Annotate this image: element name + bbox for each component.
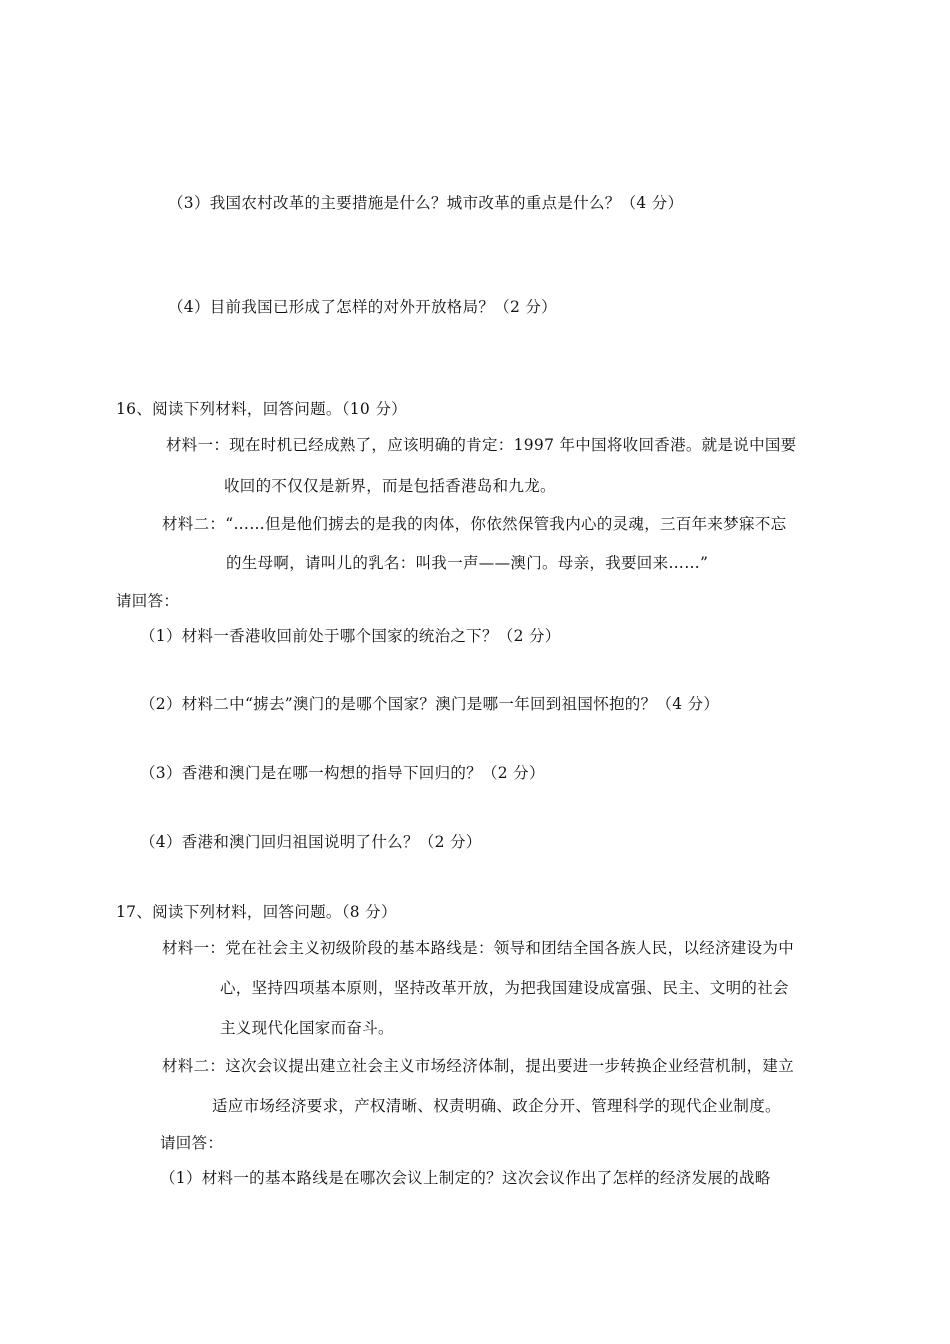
q16-prompt: 请回答： (116, 592, 180, 610)
q17-material2-line2: 适应市场经济要求，产权清晰、权责明确、政企分开、管理科学的现代企业制度。 (212, 1097, 781, 1115)
q17-material1-line3: 主义现代化国家而奋斗。 (220, 1019, 394, 1037)
q16-sub2: （2）材料二中“掳去”澳门的是哪个国家？澳门是哪一年回到祖国怀抱的？（4 分） (140, 695, 720, 713)
q15-sub3: （3）我国农村改革的主要措施是什么？城市改革的重点是什么？（4 分） (168, 194, 684, 212)
q16-material2-line2: 的生母啊，请叫儿的乳名：叫我一声——澳门。母亲，我要回来……” (226, 554, 709, 572)
q16-sub1: （1）材料一香港收回前处于哪个国家的统治之下？（2 分） (140, 627, 561, 645)
q16-material1-line1: 材料一：现在时机已经成熟了，应该明确的肯定：1997 年中国将收回香港。就是说中国要 (166, 436, 797, 454)
q16-material1-line2: 收回的不仅仅是新界，而是包括香港岛和九龙。 (224, 477, 556, 495)
q16-sub3: （3）香港和澳门是在哪一构想的指导下回归的？（2 分） (140, 764, 545, 782)
q16-material2-line1: 材料二：“……但是他们掳去的是我的肉体，你依然保管我内心的灵魂，三百年来梦寐不忘 (162, 515, 787, 533)
q17-sub1: （1）材料一的基本路线是在哪次会议上制定的？这次会议作出了怎样的经济发展的战略 (160, 1169, 771, 1187)
q16-heading: 16、阅读下列材料，回答问题。（10 分） (116, 400, 407, 418)
q15-sub4: （4）目前我国已形成了怎样的对外开放格局？（2 分） (168, 298, 557, 316)
q17-material1-line2: 心，坚持四项基本原则，坚持改革开放，为把我国建设成富强、民主、文明的社会 (220, 979, 789, 997)
q17-prompt: 请回答： (160, 1134, 224, 1152)
q17-material1-line1: 材料一：党在社会主义初级阶段的基本路线是：领导和团结全国各族人民，以经济建设为中 (162, 939, 795, 957)
q17-material2-line1: 材料二：这次会议提出建立社会主义市场经济体制，提出要进一步转换企业经营机制，建立 (162, 1057, 795, 1075)
q17-heading: 17、阅读下列材料，回答问题。（8 分） (116, 903, 397, 921)
q16-sub4: （4）香港和澳门回归祖国说明了什么？（2 分） (140, 833, 482, 851)
